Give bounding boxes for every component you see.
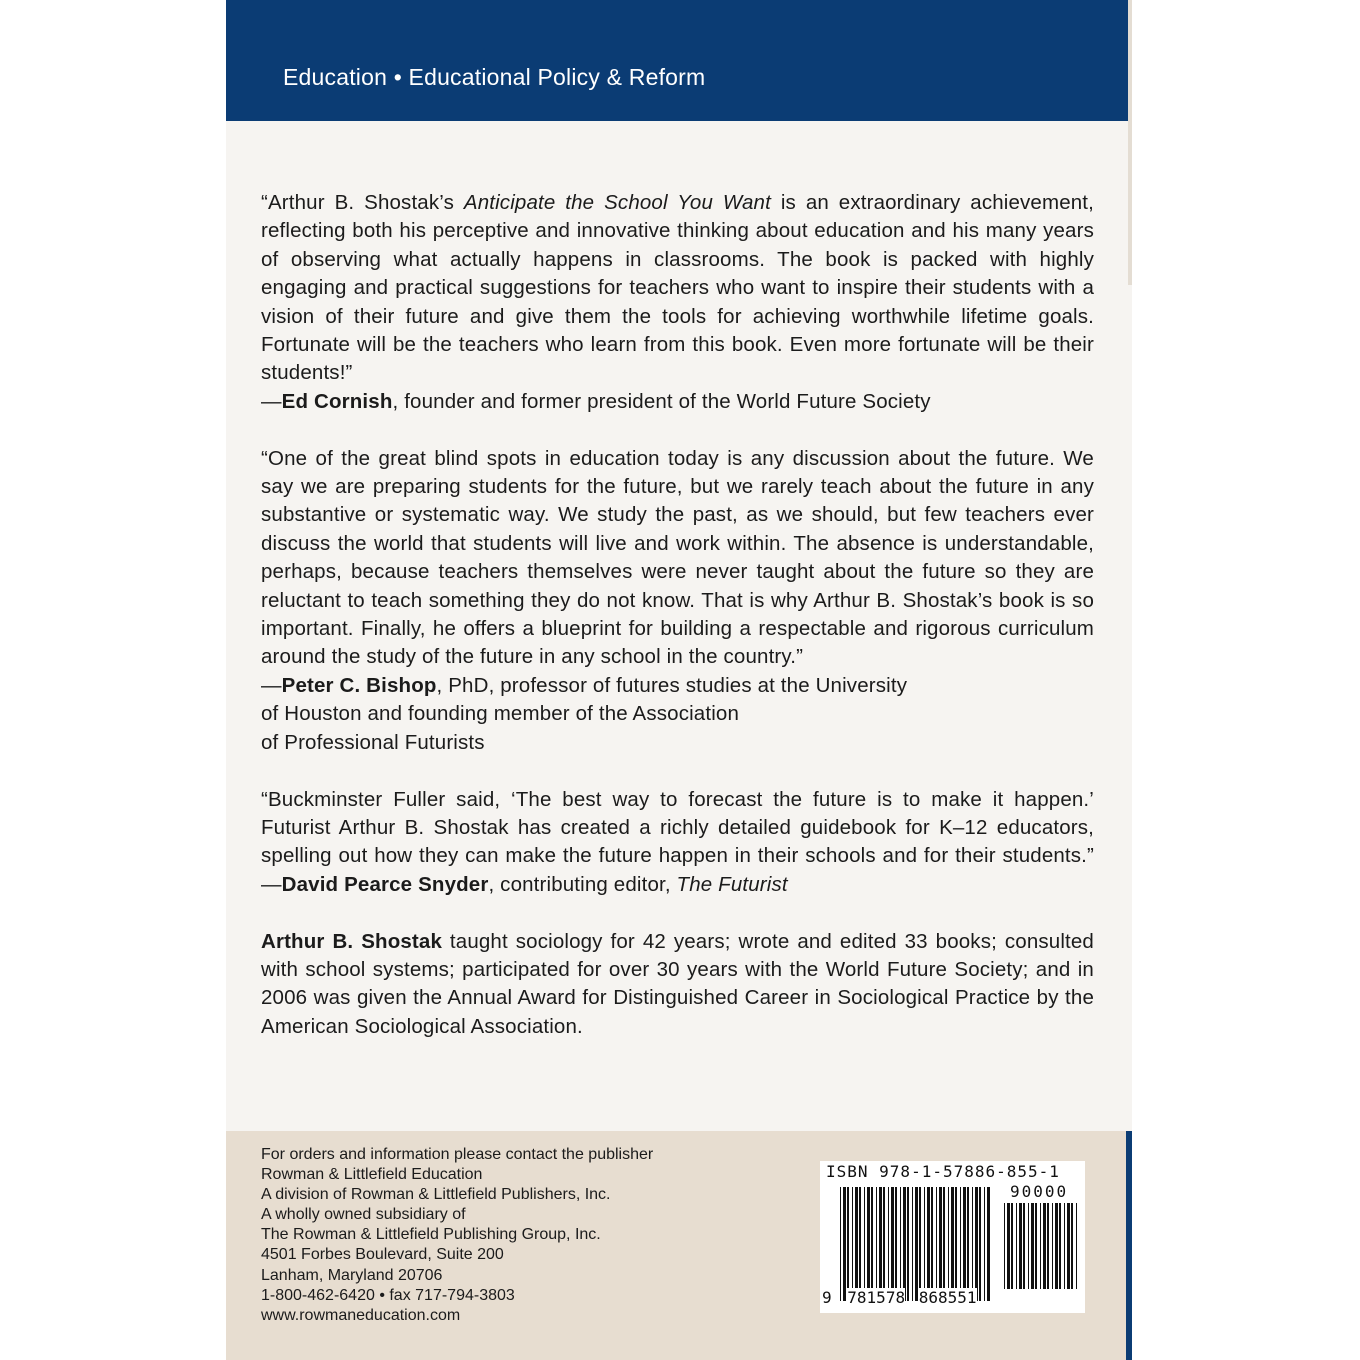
blurb-2-role-line3: of Professional Futurists [261,730,485,754]
book-title: Anticipate the School You Want [463,191,771,214]
contact-line: Lanham, Maryland 20706 [261,1266,443,1284]
contact-line: For orders and information please contact the publisher [261,1146,654,1163]
barcode-bar [924,1187,925,1301]
blurb-2-role-line2: of Houston and founding member of the Association [261,702,740,726]
contact-line: A division of Rowman & Littlefield Publishers, Inc. [261,1186,611,1204]
attribution-dash: — [261,872,282,896]
blurb-3-author: David Pearce Snyder [281,872,489,896]
barcode-bar [1019,1203,1022,1289]
barcode-bar [931,1187,933,1301]
barcode-bar [972,1187,973,1301]
author-bio [261,928,1094,1042]
barcode-bar [1052,1203,1053,1289]
blurb-1-intro: “Arthur B. Shostak’s [261,191,464,214]
blurb-2-attribution [261,672,1094,757]
ean-digits [822,1288,977,1307]
blurb-1-text: is an extraordinary achievement, reflecting both his perceptive and innovative thinking about education and his many years of observing what actually happens in classrooms. The book is packed with highly engaging and practical suggestions for teachers who want to inspire their students with a vision of their future and give them the tools for achieving worthwhile lifetime goals. Fortunate will be the teachers who learn from this book. Even more fortunate will be their students!” [261,191,1094,385]
barcode-bar [843,1187,846,1301]
barcode-bar [1028,1203,1029,1289]
blurb-1-attribution [261,388,1094,416]
barcode-bar [859,1187,861,1301]
blurb-1-role: , founder and former president of the World Future Society [392,389,931,413]
publisher-contact [261,1145,653,1326]
barcode-bar [936,1187,937,1301]
barcode-bar [900,1187,901,1301]
barcode-bar [1031,1203,1034,1289]
contact-line: 4501 Forbes Boulevard, Suite 200 [261,1246,504,1264]
barcode-bar [963,1187,966,1301]
contact-line: 1-800-462-6420 • fax 717-794-3803 [261,1286,515,1304]
isbn-barcode [820,1161,1085,1313]
publisher-footer [226,1131,1126,1360]
contact-line: The Rowman & Littlefield Publishing Group, Inc. [261,1226,601,1244]
contact-website: www.rowmaneducation.com [261,1306,461,1324]
book-back-cover [226,0,1132,1360]
blurb-2-role-line1: , PhD, professor of futures studies at the University [436,673,908,697]
barcode-bar [871,1187,873,1301]
price-addon-number: 90000 [1010,1182,1069,1201]
barcode-bar [1004,1203,1005,1289]
barcode-bar [1064,1203,1065,1289]
barcode-bar [1076,1203,1077,1289]
barcode-bar [888,1187,889,1301]
footer-edge-bar [1126,1131,1132,1360]
barcode-bar [1007,1203,1010,1289]
barcode-bar [943,1187,945,1301]
barcode-bar [847,1187,849,1301]
barcode-bar [967,1187,969,1301]
barcode-bar [1016,1203,1017,1289]
spine-edge [1128,0,1132,285]
barcode-bar [960,1187,961,1301]
barcode-bar [879,1187,882,1301]
barcode-bar [948,1187,949,1301]
barcode-bar [876,1187,877,1301]
attribution-dash: — [261,673,282,697]
barcode-bar [883,1187,885,1301]
barcode-bar [1059,1203,1061,1289]
barcode-bar [939,1187,942,1301]
barcode-bar [1067,1203,1070,1289]
isbn-label: ISBN 978-1-57886-855-1 [826,1162,1060,1181]
barcode-bar [955,1187,957,1301]
contact-line: Rowman & Littlefield Education [261,1166,483,1184]
barcode-bar [1011,1203,1013,1289]
ean-left-digits: 781578 [847,1288,906,1307]
barcode-bar [895,1187,897,1301]
barcode-bar [1043,1203,1046,1289]
barcode-bar [1035,1203,1037,1289]
blurb-1-quote [261,189,1094,388]
barcode-bar [1023,1203,1025,1289]
barcode-bar [840,1187,841,1301]
barcode-bar [979,1187,981,1301]
barcode-bar [855,1187,858,1301]
blurb-1-author: Ed Cornish [281,389,393,413]
barcode-bar [864,1187,865,1301]
barcode-bar [903,1187,906,1301]
barcode-bar [1047,1203,1049,1289]
barcode-bar [1040,1203,1041,1289]
barcode-bar [867,1187,870,1301]
blurb-3-role: , contributing editor, [488,872,677,896]
bio-text: taught sociology for 42 years; wrote and edited 33 books; consulted with school systems; participated for over 30 years with the World Future Society; and in 2006 was given the Annual Award for Distinguished Career in Sociological Practice by the American Sociological Association. [261,929,1094,1038]
contact-line: A wholly owned subsidiary of [261,1206,466,1224]
barcode-bar [1071,1203,1073,1289]
publication-title: The Futurist [676,872,788,896]
barcode-bar [987,1187,990,1301]
ean-right-digits: 868551 [918,1288,977,1307]
endorsements [261,189,1094,1041]
bio-name: Arthur B. Shostak [261,929,442,953]
blurb-3-quote [261,786,1094,900]
barcode-bar [919,1187,921,1301]
barcode-bar [975,1187,978,1301]
blurb-3-text: “Buckminster Fuller said, ‘The best way to forecast the future is to make it happen.’ Futurist Arthur B. Shostak has created a richly detailed guidebook for K–12 educators, spelling out how they can make the future happen in their schools and for their students.” [261,787,1094,868]
barcode-bar [1055,1203,1058,1289]
barcode-bar [907,1187,909,1301]
barcode-bar [852,1187,853,1301]
barcode-bar [915,1187,918,1301]
barcode-bar [891,1187,894,1301]
barcode-bar [927,1187,930,1301]
barcode-bar [912,1187,913,1301]
blurb-2-quote: “One of the great blind spots in education today is any discussion about the future. We say we are preparing students for the future, but we rarely teach about the future in any substantive or systematic way. We study the past, as we should, but few teachers ever discuss the world that students will live and work within. The absence is understandable, perhaps, because teachers themselves were never taught about the future so they are reluctant to teach something they do not know. That is why Arthur B. Shostak’s book is so important. Finally, he offers a blueprint for building a respectable and rigorous curriculum around the study of the future in any school in the country.” [261,446,1094,669]
barcode-bar [984,1187,985,1301]
ean-lead-digit: 9 [822,1288,832,1307]
category-banner [226,0,1128,121]
barcode-bar [951,1187,954,1301]
category-label: Education • Educational Policy & Reform [283,64,706,90]
blurb-2-author: Peter C. Bishop [281,673,437,697]
attribution-dash: — [261,389,282,413]
